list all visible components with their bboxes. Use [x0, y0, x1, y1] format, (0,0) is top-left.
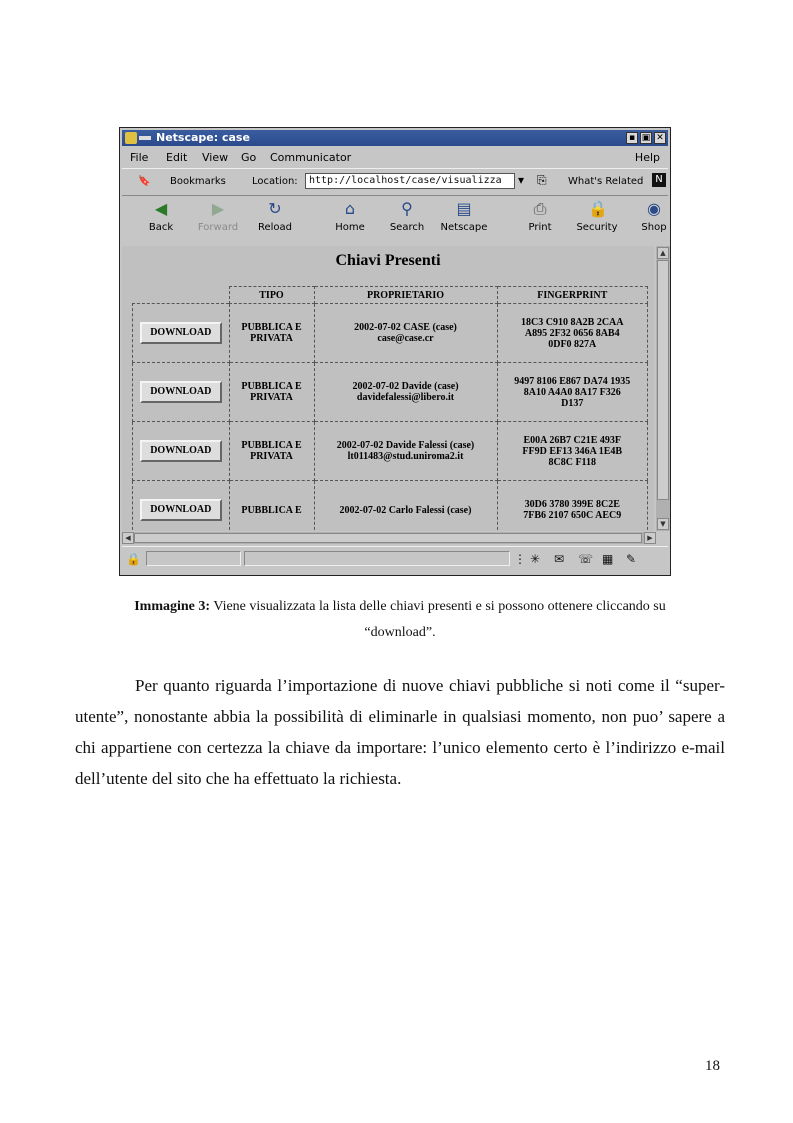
bookmarks-icon[interactable]: 🔖	[138, 176, 151, 187]
forward-label: Forward	[197, 222, 239, 233]
forward-button[interactable]	[193, 198, 243, 242]
table-row	[133, 304, 648, 363]
fingerprint-line: 0DF0 827A	[548, 338, 597, 350]
owner-line: 2002-07-02 Carlo Falessi (case)	[339, 504, 472, 516]
fingerprint-cell	[497, 363, 648, 422]
navigation-toolbar	[122, 196, 668, 244]
search-label: Search	[389, 222, 425, 233]
fingerprint-line: 9497 8106 E867 DA74 1935	[514, 375, 631, 387]
tipo-line: PUBBLICA E	[241, 381, 302, 392]
location-label: Location:	[252, 176, 298, 187]
menu-file[interactable]: File	[130, 151, 149, 164]
composer-component-icon[interactable]: ✎	[626, 552, 637, 566]
location-toolbar	[122, 168, 668, 196]
owner-cell	[314, 363, 497, 422]
tipo-cell	[229, 304, 314, 363]
horizontal-scrollbar[interactable]	[122, 532, 656, 544]
horizontal-scroll-thumb[interactable]	[134, 533, 642, 543]
tipo-line: PRIVATA	[250, 392, 293, 403]
fingerprint-line: 8A10 A4A0 8A17 F326	[523, 386, 621, 398]
navigator-component-icon[interactable]: ✳	[530, 552, 541, 566]
caption-text: Viene visualizzata la lista delle chiavi presenti e si possono ottenere cliccando su	[213, 599, 666, 614]
minimize-icon[interactable]: ▪	[626, 132, 638, 144]
fingerprint-line: E00A 26B7 C21E 493F	[523, 434, 621, 446]
download-cell	[133, 422, 230, 481]
fingerprint-cell	[497, 481, 648, 532]
fingerprint-line: 30D6 3780 399E 8C2E	[524, 499, 620, 510]
security-label: Security	[576, 222, 618, 233]
home-icon: ⌂	[344, 199, 356, 218]
back-arrow-icon: ◀	[154, 199, 168, 218]
fingerprint-cell	[497, 422, 648, 481]
menu-go[interactable]: Go	[241, 151, 257, 164]
table-row	[133, 481, 648, 532]
download-button[interactable]: DOWNLOAD	[140, 381, 222, 403]
body-paragraph	[75, 670, 725, 794]
scroll-down-icon[interactable]: ▼	[657, 518, 669, 530]
netscape-button[interactable]	[439, 198, 489, 242]
status-bar	[122, 546, 668, 571]
tipo-line: PRIVATA	[250, 333, 293, 344]
reload-icon: ↻	[268, 199, 282, 218]
whats-related-button[interactable]: What's Related	[568, 176, 644, 187]
owner-line: 2002-07-02 Davide Falessi (case)	[336, 440, 475, 451]
fingerprint-line: FF9D EF13 346A 1E4B	[522, 445, 623, 457]
tipo-line: PUBBLICA E	[241, 504, 302, 516]
scroll-left-icon[interactable]: ◀	[122, 532, 134, 544]
tipo-cell	[229, 363, 314, 422]
fingerprint-line: 7FB6 2107 650C AEC9	[523, 510, 622, 521]
download-cell	[133, 363, 230, 422]
title-bar	[122, 130, 668, 146]
fingerprint-line: 8C8C F118	[548, 456, 596, 468]
download-button[interactable]: DOWNLOAD	[140, 322, 222, 344]
grip-icon: ⋮	[514, 552, 526, 566]
maximize-icon[interactable]: ▣	[641, 133, 651, 143]
reload-label: Reload	[257, 222, 293, 233]
discussions-component-icon[interactable]: ☏	[578, 552, 594, 566]
back-label: Back	[148, 222, 174, 233]
menu-edit[interactable]: Edit	[166, 151, 188, 164]
browser-screenshot	[119, 127, 671, 576]
status-progress-field	[146, 551, 241, 566]
netscape-icon: ▤	[456, 199, 472, 218]
security-lock-icon[interactable]: 🔒	[126, 552, 141, 566]
mail-component-icon[interactable]: ✉	[554, 552, 565, 566]
forward-arrow-icon: ▶	[211, 199, 225, 218]
fingerprint-line: A895 2F32 0656 8AB4	[524, 327, 620, 339]
fingerprint-cell	[497, 304, 648, 363]
netscape-window-icon	[125, 132, 137, 144]
body-paragraph-block	[75, 670, 725, 794]
owner-line: 2002-07-02 CASE (case)	[354, 322, 457, 333]
tipo-cell	[229, 422, 314, 481]
keys-table	[132, 286, 648, 531]
status-message-field	[244, 551, 510, 566]
owner-cell	[314, 481, 497, 532]
print-button[interactable]	[515, 198, 565, 242]
owner-line: 2002-07-02 Davide (case)	[352, 381, 459, 392]
owner-email: case@case.cr	[377, 333, 434, 344]
address-book-component-icon[interactable]: ▦	[602, 552, 614, 566]
scroll-up-icon[interactable]: ▲	[657, 247, 669, 259]
menu-view[interactable]: View	[202, 151, 229, 164]
menu-communicator[interactable]: Communicator	[270, 151, 352, 164]
security-button[interactable]	[572, 198, 622, 242]
lock-icon: 🔒	[588, 199, 608, 218]
owner-cell	[314, 422, 497, 481]
printer-icon: ⎙	[533, 199, 547, 218]
home-label: Home	[335, 222, 365, 233]
menu-bar	[122, 148, 668, 166]
scroll-right-icon[interactable]: ▶	[644, 532, 656, 544]
caption-label: Immagine 3:	[134, 599, 211, 614]
shop-label: Shop	[641, 222, 667, 233]
back-button[interactable]	[136, 198, 186, 242]
shop-icon: ◉	[647, 199, 661, 218]
table-row	[133, 422, 648, 481]
header-fingerprint: FINGERPRINT	[497, 287, 648, 304]
search-button[interactable]	[382, 198, 432, 242]
tipo-cell	[229, 481, 314, 532]
header-empty	[133, 287, 230, 304]
download-cell	[133, 481, 230, 532]
caption-text-2: “download”.	[364, 625, 436, 640]
owner-email: lt011483@stud.uniroma2.it	[347, 451, 464, 462]
fingerprint-line: D137	[561, 397, 584, 409]
figure-caption	[60, 594, 740, 646]
url-dropdown-icon[interactable]: ▾	[518, 173, 525, 187]
netscape-label: Netscape	[440, 222, 488, 233]
page-number: 18	[705, 1058, 720, 1074]
window-title: Netscape: case	[156, 131, 250, 144]
close-icon[interactable]: ✕	[654, 132, 666, 144]
table-header-row	[133, 287, 648, 304]
print-label: Print	[528, 222, 552, 233]
page-content	[122, 246, 654, 531]
home-button[interactable]	[325, 198, 375, 242]
search-icon: ⚲	[401, 199, 413, 218]
tipo-line: PUBBLICA E	[241, 322, 302, 333]
menu-help[interactable]: Help	[634, 151, 660, 164]
header-proprietario: PROPRIETARIO	[314, 287, 497, 304]
download-button[interactable]: DOWNLOAD	[140, 499, 222, 521]
bookmarks-button[interactable]: Bookmarks	[170, 176, 226, 187]
owner-cell	[314, 304, 497, 363]
vertical-scrollbar[interactable]	[656, 246, 670, 531]
vertical-scroll-thumb[interactable]	[657, 260, 669, 500]
url-input[interactable]: http://localhost/case/visualizza	[305, 173, 515, 189]
body-paragraph-text: Per quanto riguarda l’importazione di nuove chiavi pubbliche si noti come il “super-utente”, nonostante abbia la possibilità di eliminarle in qualsiasi momento, non puo’ sapere a chi appartiene con certezza la chiave da importare: l’unico elemento certo è l’indirizzo e-mail dell’utente del sito che ha effettuato la richiesta.	[75, 676, 725, 788]
reload-button[interactable]	[250, 198, 300, 242]
table-row	[133, 363, 648, 422]
header-tipo: TIPO	[229, 287, 314, 304]
whats-related-icon: ⎘	[537, 173, 547, 187]
owner-email: davidefalessi@libero.it	[356, 392, 455, 403]
page-heading: Chiavi Presenti	[335, 252, 441, 269]
tipo-line: PRIVATA	[250, 451, 293, 462]
download-cell	[133, 304, 230, 363]
netscape-logo-icon: N	[652, 173, 666, 187]
window-menu-icon[interactable]	[139, 136, 151, 140]
tipo-line: PUBBLICA E	[241, 440, 302, 451]
download-button[interactable]: DOWNLOAD	[140, 440, 222, 462]
shop-button[interactable]	[629, 198, 671, 242]
fingerprint-line: 18C3 C910 8A2B 2CAA	[521, 316, 624, 328]
